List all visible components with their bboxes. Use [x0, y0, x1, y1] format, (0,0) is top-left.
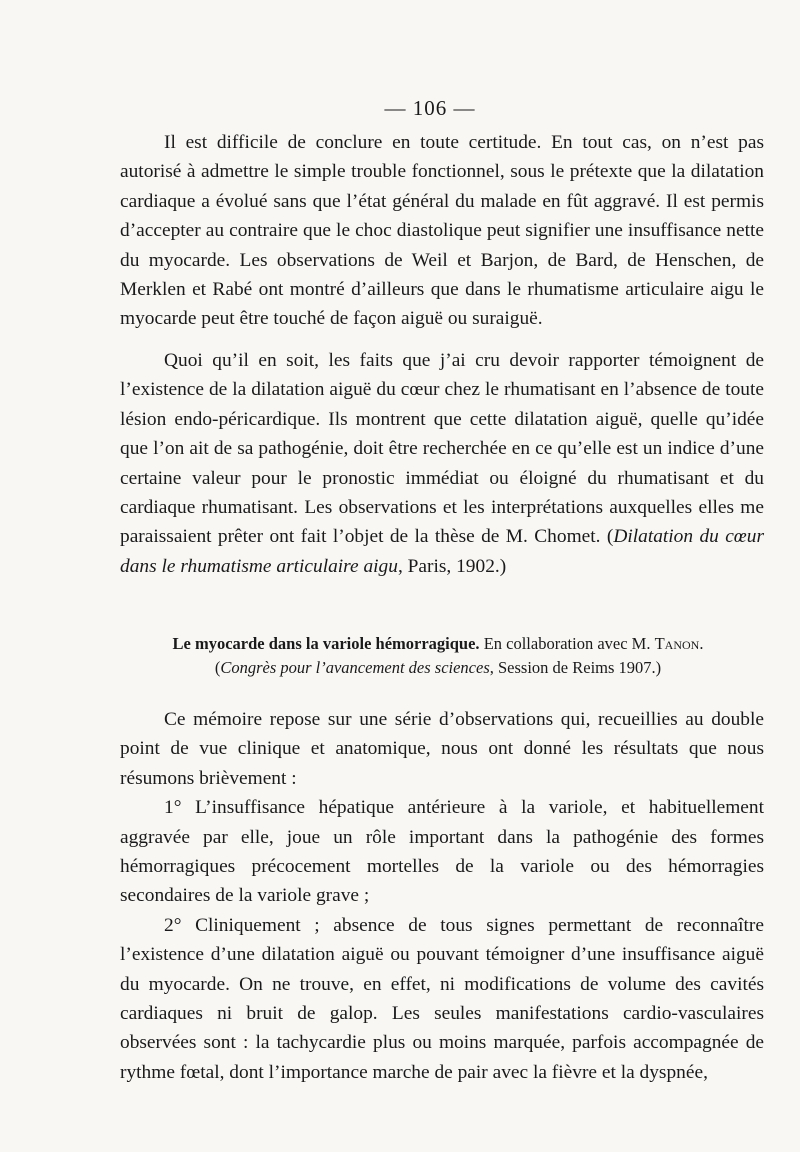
- section-one-paragraph-1: [120, 128, 764, 334]
- section-one-paragraph-2: [120, 346, 764, 581]
- intro-paragraph: Ce mémoire repose sur une série d’observations qui, recueillies au double point de vue clinique et anatomique, nous ont donné les résultats que nous résumons brièvement :: [120, 709, 764, 789]
- paragraph-text: Quoi qu’il en soit, les faits que j’ai cru devoir rapporter témoignent de l’existence de la dilatation aiguë du cœur chez le rhumatisant en l’absence de toute lésion endo-péricardique. Ils montrent que cette dilatation aiguë, quelle qu’idée que l’on ait de sa pathogénie, doit être recherchée en ce qu’elle est un indice d’une certaine valeur pour le pronostic immédiat ou éloigné du rhumatisant et du cardiaque rhumatisant. Les observations et les interprétations auxquelles elles me paraissaient prêter ont fait l’objet de la thèse de M. Chomet.: [120, 350, 764, 548]
- numbered-item-1: [120, 793, 764, 911]
- reference-title: Dilatation du cœur dans le rhumatisme articulaire aigu: [120, 526, 764, 577]
- collaborator-name: Tanon.: [654, 634, 704, 653]
- section-two-heading-block: [120, 632, 756, 680]
- page-number: — 106 —: [384, 96, 476, 120]
- item-text: 1° L’insuffisance hépatique antérieure à la variole, et habituellement aggravée par elle, joue un rôle important dans la pathogénie des formes hémorragiques précocement mortelles de la variole ou des hémorragies secondaires de la variole grave ;: [120, 797, 764, 907]
- paragraph-text: Il est difficile de conclure en toute certitude. En tout cas, on n’est pas autorisé à admettre le simple trouble fonctionnel, sous le prétexte que la dilatation cardiaque a évolué sans que l’état général du malade en fût aggravé. Il est permis d’accepter au contraire que le choc diastolique peut signifier une insuffisance nette du myocarde. Les observations de Weil et Barjon, de Bard, de Henschen, de Merklen et Rabé ont montré d’ailleurs que dans le rhumatisme articulaire aigu le myocarde peut être touché de façon aiguë ou suraiguë.: [120, 132, 764, 330]
- section-heading-line: [120, 632, 756, 656]
- collaboration-text: En collaboration avec M.: [483, 634, 651, 653]
- paragraph-with-reference: [120, 346, 764, 581]
- section-heading: Le myocarde dans la variole hémorragique.: [172, 634, 480, 653]
- reference-tail: , Paris, 1902.): [397, 555, 507, 577]
- congress-title: Congrès pour l’avancement des sciences: [220, 658, 490, 677]
- reference-open: (: [606, 526, 614, 548]
- congress-open: (: [214, 658, 221, 677]
- section-two-body: [120, 705, 764, 1087]
- item-text: 2° Cliniquement ; absence de tous signes permettant de reconnaître l’existence d’une dilatation aiguë ou pouvant témoigner d’une insuffisance aiguë du myocarde. On ne trouve, en effet, ni modifications de volume des cavités cardiaques ni bruit de galop. Les seules manifestations cardio-vasculaires observées sont : la tachycardie plus ou moins marquée, parfois accompagnée de rythme fœtal, dont l’importance marche de pair avec la fièvre et la dyspnée,: [120, 914, 764, 1083]
- numbered-item-2: [120, 911, 764, 1087]
- congress-tail: , Session de Reims 1907.): [489, 658, 662, 677]
- congress-reference-line: [120, 656, 756, 680]
